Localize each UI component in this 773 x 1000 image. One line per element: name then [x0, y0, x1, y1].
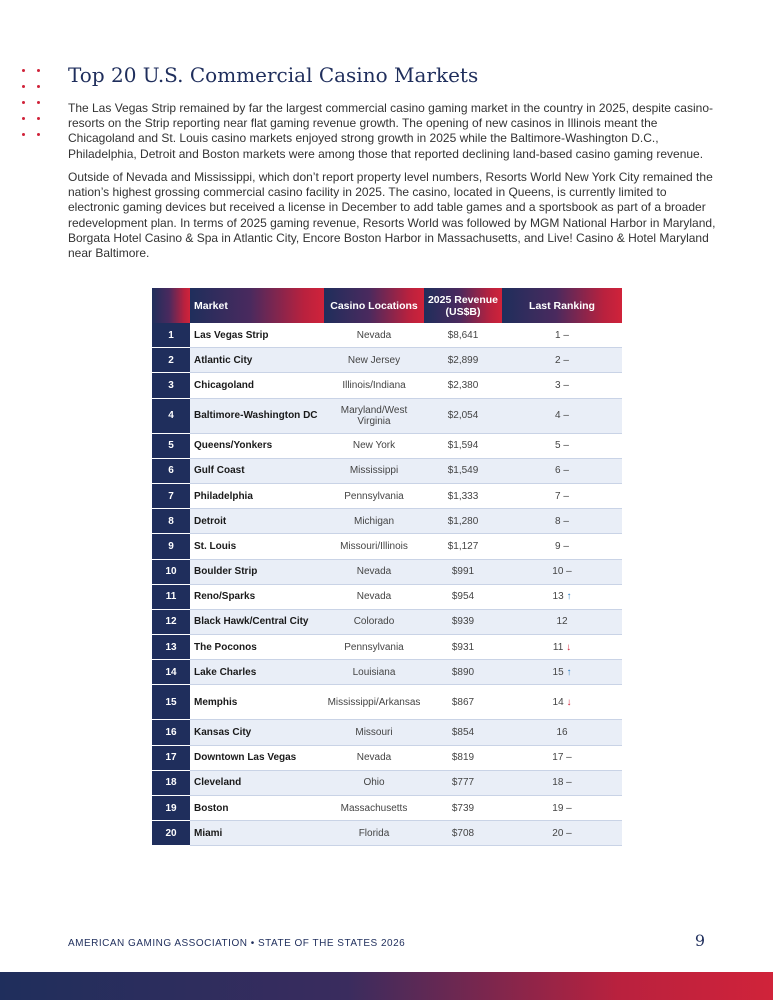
rank-cell: 3 [152, 373, 190, 398]
market-cell: Boulder Strip [190, 559, 324, 584]
last-ranking-cell [502, 660, 622, 685]
dash-icon: – [563, 490, 569, 502]
table-row [152, 398, 622, 433]
header-market: Market [190, 288, 324, 323]
header-revenue: 2025 Revenue (US$B) [424, 288, 502, 323]
last-ranking-value: 3 [555, 379, 561, 391]
table-row [152, 373, 622, 398]
header-rank [152, 288, 190, 323]
last-ranking-cell [502, 373, 622, 398]
last-ranking-value: 10 [552, 566, 564, 578]
table-row [152, 534, 622, 559]
last-ranking-value: 18 [552, 777, 564, 789]
location-cell: Ohio [324, 770, 424, 795]
dash-icon: – [563, 354, 569, 366]
arrow-up-icon: ↑ [566, 591, 572, 603]
revenue-cell: $890 [424, 660, 502, 685]
market-cell: Black Hawk/Central City [190, 609, 324, 634]
table-row [152, 323, 622, 348]
revenue-cell: $1,549 [424, 458, 502, 483]
dash-icon: – [563, 410, 569, 422]
last-ranking-value: 17 [552, 752, 564, 764]
location-cell: Massachusetts [324, 796, 424, 821]
dash-icon: – [566, 802, 572, 814]
market-cell: Boston [190, 796, 324, 821]
revenue-cell: $2,899 [424, 348, 502, 373]
dash-icon: – [563, 515, 569, 527]
last-ranking-value: 20 [552, 827, 564, 839]
rank-cell: 16 [152, 720, 190, 745]
table-row [152, 635, 622, 660]
rank-cell: 2 [152, 348, 190, 373]
market-cell: Detroit [190, 509, 324, 534]
page-title: Top 20 U.S. Commercial Casino Markets [68, 63, 479, 87]
revenue-cell: $854 [424, 720, 502, 745]
revenue-cell: $1,280 [424, 509, 502, 534]
dash-icon: – [563, 540, 569, 552]
table-row [152, 433, 622, 458]
location-cell: Pennsylvania [324, 635, 424, 660]
last-ranking-value: 12 [556, 616, 568, 628]
location-cell: Mississippi [324, 458, 424, 483]
revenue-cell: $2,380 [424, 373, 502, 398]
rank-cell: 8 [152, 509, 190, 534]
last-ranking-value: 9 [555, 540, 561, 552]
decorative-dots [22, 69, 50, 149]
market-cell: Kansas City [190, 720, 324, 745]
last-ranking-cell [502, 534, 622, 559]
last-ranking-cell [502, 559, 622, 584]
table-header-row [152, 288, 622, 323]
revenue-cell: $931 [424, 635, 502, 660]
market-cell: Queens/Yonkers [190, 433, 324, 458]
rank-cell: 12 [152, 609, 190, 634]
rank-cell: 11 [152, 584, 190, 609]
last-ranking-cell [502, 635, 622, 660]
last-ranking-cell [502, 745, 622, 770]
market-cell: Reno/Sparks [190, 584, 324, 609]
last-ranking-value: 4 [555, 410, 561, 422]
dash-icon: – [566, 827, 572, 839]
revenue-cell: $2,054 [424, 398, 502, 433]
location-cell: Nevada [324, 323, 424, 348]
rank-cell: 19 [152, 796, 190, 821]
rank-cell: 7 [152, 483, 190, 508]
revenue-cell: $1,594 [424, 433, 502, 458]
rank-cell: 15 [152, 685, 190, 720]
location-cell: Nevada [324, 745, 424, 770]
market-cell: Gulf Coast [190, 458, 324, 483]
last-ranking-cell [502, 609, 622, 634]
last-ranking-value: 16 [556, 727, 568, 739]
dash-icon: – [566, 566, 572, 578]
table-row [152, 685, 622, 720]
location-cell: New York [324, 433, 424, 458]
last-ranking-value: 8 [555, 515, 561, 527]
last-ranking-cell [502, 584, 622, 609]
location-cell: Pennsylvania [324, 483, 424, 508]
market-cell: Baltimore-Washington DC [190, 398, 324, 433]
revenue-cell: $1,333 [424, 483, 502, 508]
page-number: 9 [694, 931, 705, 950]
revenue-cell: $991 [424, 559, 502, 584]
last-ranking-cell [502, 433, 622, 458]
arrow-down-icon: ↓ [566, 696, 572, 708]
dash-icon: – [563, 440, 569, 452]
rank-cell: 10 [152, 559, 190, 584]
table-row [152, 745, 622, 770]
last-ranking-cell [502, 796, 622, 821]
last-ranking-value: 7 [555, 490, 561, 502]
table-row [152, 348, 622, 373]
market-cell: Las Vegas Strip [190, 323, 324, 348]
revenue-cell: $939 [424, 609, 502, 634]
table-row [152, 509, 622, 534]
table-row [152, 660, 622, 685]
last-ranking-value: 2 [555, 354, 561, 366]
table-row [152, 770, 622, 795]
last-ranking-cell [502, 685, 622, 720]
table-row [152, 483, 622, 508]
last-ranking-cell [502, 720, 622, 745]
last-ranking-value: 5 [555, 440, 561, 452]
dash-icon: – [566, 752, 572, 764]
last-ranking-cell [502, 770, 622, 795]
revenue-cell: $1,127 [424, 534, 502, 559]
last-ranking-cell [502, 398, 622, 433]
arrow-up-icon: ↑ [566, 666, 572, 678]
footer-text: AMERICAN GAMING ASSOCIATION • STATE OF THE STATES 2026 [68, 938, 406, 949]
market-cell: Atlantic City [190, 348, 324, 373]
rank-cell: 17 [152, 745, 190, 770]
market-cell: Lake Charles [190, 660, 324, 685]
market-cell: Memphis [190, 685, 324, 720]
rank-cell: 1 [152, 323, 190, 348]
location-cell: Maryland/West Virginia [324, 398, 424, 433]
footer-gradient-bar [0, 972, 773, 1000]
last-ranking-value: 6 [555, 465, 561, 477]
revenue-cell: $777 [424, 770, 502, 795]
rank-cell: 20 [152, 821, 190, 846]
dash-icon: – [563, 465, 569, 477]
market-cell: Miami [190, 821, 324, 846]
rank-cell: 9 [152, 534, 190, 559]
rank-cell: 4 [152, 398, 190, 433]
location-cell: Nevada [324, 559, 424, 584]
table-row [152, 796, 622, 821]
dash-icon: – [566, 777, 572, 789]
table-row [152, 720, 622, 745]
rank-cell: 14 [152, 660, 190, 685]
location-cell: Nevada [324, 584, 424, 609]
market-cell: Chicagoland [190, 373, 324, 398]
rank-cell: 6 [152, 458, 190, 483]
rank-cell: 5 [152, 433, 190, 458]
location-cell: Mississippi/Arkansas [324, 685, 424, 720]
location-cell: Florida [324, 821, 424, 846]
market-cell: St. Louis [190, 534, 324, 559]
revenue-cell: $867 [424, 685, 502, 720]
market-cell: Cleveland [190, 770, 324, 795]
table-row [152, 821, 622, 846]
last-ranking-cell [502, 509, 622, 534]
table-row [152, 458, 622, 483]
revenue-cell: $708 [424, 821, 502, 846]
second-paragraph: Outside of Nevada and Mississippi, which don’t report property level numbers, Resorts World New York City remained the nation’s highest grossing commercial casino facility in 2025. The casino, located in Queens, is currently limited to electronic gaming devices but received a license in December to add table games and a sportsbook as part of a broader redevelopment plan. In terms of 2025 gaming revenue, Resorts World was followed by MGM National Harbor in Maryland, Borgata Hotel Casino & Spa in Atlantic City, Encore Boston Harbor in Massachusetts, and Live! Casino & Hotel Maryland near Baltimore. [68, 170, 716, 261]
revenue-cell: $739 [424, 796, 502, 821]
location-cell: Colorado [324, 609, 424, 634]
header-last-ranking: Last Ranking [502, 288, 622, 323]
header-locations: Casino Locations [324, 288, 424, 323]
rank-cell: 18 [152, 770, 190, 795]
last-ranking-value: 1 [555, 329, 561, 341]
location-cell: Illinois/Indiana [324, 373, 424, 398]
market-cell: Philadelphia [190, 483, 324, 508]
last-ranking-cell [502, 458, 622, 483]
last-ranking-cell [502, 821, 622, 846]
revenue-cell: $954 [424, 584, 502, 609]
arrow-down-icon: ↓ [566, 641, 572, 653]
last-ranking-value: 13 [552, 591, 564, 603]
last-ranking-value: 14 [552, 696, 564, 708]
table-row [152, 584, 622, 609]
location-cell: Missouri [324, 720, 424, 745]
dash-icon: – [563, 379, 569, 391]
table-row [152, 559, 622, 584]
last-ranking-cell [502, 483, 622, 508]
last-ranking-value: 15 [552, 666, 564, 678]
intro-paragraph: The Las Vegas Strip remained by far the largest commercial casino gaming market in the country in 2025, despite casino-resorts on the Strip reporting near flat gaming revenue growth. The opening of new casinos in Illinois meant the Chicagoland and St. Louis casino markets enjoyed strong growth in 2025 while the Baltimore-Washington D.C., Philadelphia, Detroit and Boston markets were among those that reported declining land-based casino gaming revenue. [68, 101, 713, 161]
location-cell: New Jersey [324, 348, 424, 373]
table-body [152, 323, 622, 846]
revenue-cell: $819 [424, 745, 502, 770]
revenue-cell: $8,641 [424, 323, 502, 348]
last-ranking-cell [502, 323, 622, 348]
table-row [152, 609, 622, 634]
rank-cell: 13 [152, 635, 190, 660]
last-ranking-value: 19 [552, 802, 564, 814]
dash-icon: – [563, 329, 569, 341]
last-ranking-value: 11 [552, 641, 564, 653]
casino-markets-table [152, 288, 622, 846]
market-cell: Downtown Las Vegas [190, 745, 324, 770]
location-cell: Missouri/Illinois [324, 534, 424, 559]
market-cell: The Poconos [190, 635, 324, 660]
location-cell: Michigan [324, 509, 424, 534]
last-ranking-cell [502, 348, 622, 373]
location-cell: Louisiana [324, 660, 424, 685]
